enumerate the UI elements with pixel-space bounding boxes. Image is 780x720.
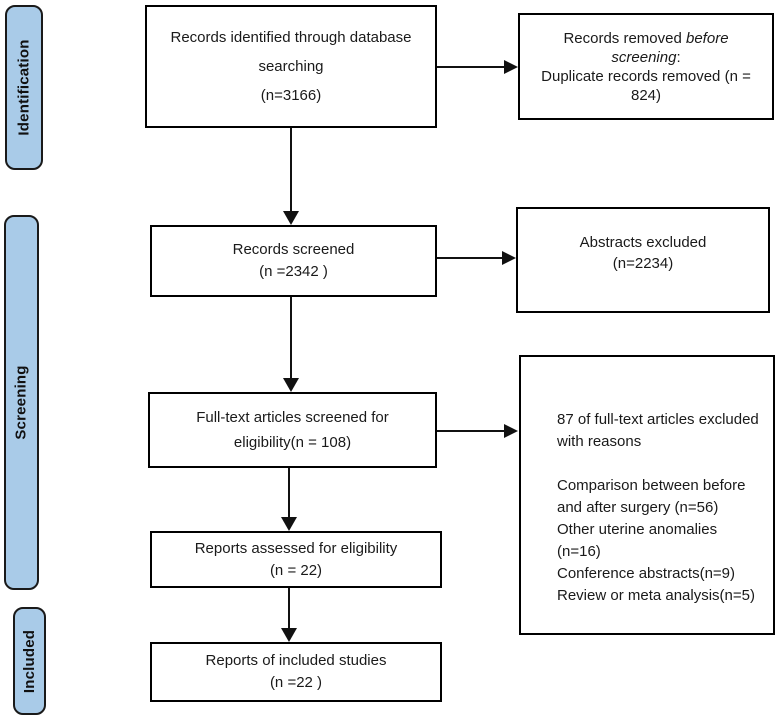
box-records-removed <box>518 13 774 120</box>
arrow-right-head-icon <box>502 251 516 265</box>
box-reports-assessed-line2: (n = 22) <box>269 561 323 579</box>
box-reports-assessed-line1: Reports assessed for eligibility <box>194 539 398 557</box>
arrow-down-shaft-1 <box>290 128 292 211</box>
box-fulltext-screened-line1: Full-text articles screened for <box>196 408 389 426</box>
exclusion-reason: Other uterine anomalies (n=16) <box>557 521 718 560</box>
box-records-identified <box>145 5 437 128</box>
box-records-removed-detail: Duplicate records removed (n = 824) <box>541 67 751 104</box>
box-records-screened-line2: (n =2342 ) <box>259 263 328 280</box>
box-records-removed-intro <box>530 29 762 67</box>
exclusion-reason: Conference abstracts(n=9) <box>557 565 736 582</box>
box-records-screened <box>150 225 437 297</box>
box-records-identified-line3: (n=3166) <box>260 87 322 104</box>
box-records-removed-intro-italic: before screening <box>611 29 729 66</box>
exclusion-reason: Comparison between before and after surgery (n=56) <box>557 477 746 516</box>
box-reports-assessed <box>150 531 442 588</box>
box-fulltext-screened <box>148 392 437 468</box>
arrow-right-head-icon <box>504 424 518 438</box>
box-reports-included-line1: Reports of included studies <box>205 652 387 669</box>
arrow-down-head-icon <box>283 211 299 225</box>
box-records-removed-intro-suffix: : <box>676 48 681 66</box>
exclusion-reason: Review or meta analysis(n=5) <box>557 587 755 604</box>
arrow-right-shaft-2 <box>437 257 503 259</box>
stage-badge-screening <box>4 215 39 590</box>
arrow-right-head-icon <box>504 60 518 74</box>
box-abstracts-excluded <box>516 207 770 313</box>
box-fulltext-screened-line2: eligibility(n = 108) <box>233 434 352 452</box>
arrow-down-head-icon <box>283 378 299 392</box>
arrow-down-shaft-4 <box>288 588 290 629</box>
arrow-right-shaft-1 <box>437 66 505 68</box>
box-reports-included-line2: (n =22 ) <box>269 674 323 691</box>
arrow-down-head-icon <box>281 628 297 642</box>
arrow-right-shaft-3 <box>437 430 505 432</box>
box-records-removed-intro-normal: Records removed <box>563 29 686 47</box>
box-abstracts-excluded-line2: (n=2234) <box>612 255 674 272</box>
stage-label-identification: Identification <box>15 39 33 136</box>
arrow-down-shaft-2 <box>290 297 292 378</box>
stage-badge-identification <box>5 5 43 170</box>
box-reports-included <box>150 642 442 702</box>
box-fulltext-excluded <box>519 355 775 635</box>
arrow-down-head-icon <box>281 517 297 531</box>
box-records-identified-line2: searching <box>258 58 324 75</box>
box-records-screened-line1: Records screened <box>232 241 355 258</box>
box-records-identified-line1: Records identified through database <box>170 29 412 46</box>
stage-badge-included <box>13 607 46 715</box>
stage-label-included: Included <box>21 629 38 693</box>
box-fulltext-excluded-heading: 87 of full-text articles excluded with reasons <box>557 411 759 450</box>
arrow-down-shaft-3 <box>288 468 290 518</box>
box-abstracts-excluded-line1: Abstracts excluded <box>579 234 707 251</box>
stage-label-screening: Screening <box>13 365 31 440</box>
